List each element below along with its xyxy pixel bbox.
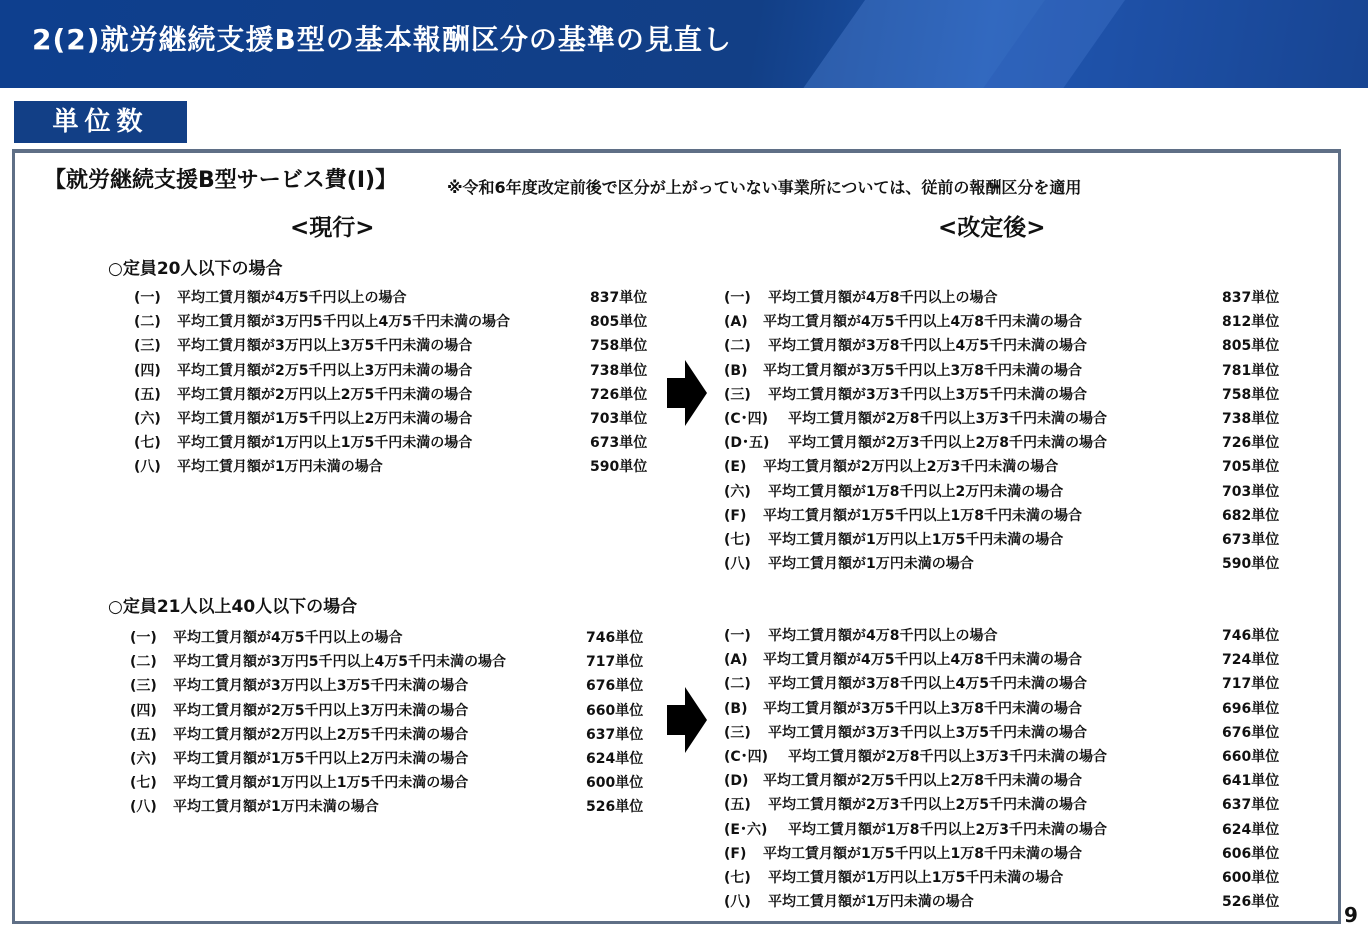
current-list bbox=[134, 286, 654, 480]
item-text: 平均工賃月額が4万5千円以上4万8千円未満の場合 bbox=[763, 314, 1082, 331]
page-number: 9 bbox=[1344, 903, 1358, 927]
item-label: (E･六) bbox=[724, 821, 768, 838]
list-item bbox=[130, 747, 650, 771]
right-arrow-icon bbox=[667, 360, 707, 426]
list-item bbox=[130, 674, 650, 698]
item-label: (七) bbox=[724, 531, 751, 548]
item-value: 705単位 bbox=[1222, 459, 1280, 476]
item-text: 平均工賃月額が1万円未満の場合 bbox=[768, 894, 974, 911]
list-item bbox=[724, 745, 1284, 769]
list-item bbox=[724, 407, 1284, 431]
item-text: 平均工賃月額が2万5千円以上2万8千円未満の場合 bbox=[763, 773, 1082, 790]
item-value: 812単位 bbox=[1222, 314, 1280, 331]
item-text: 平均工賃月額が4万8千円以上の場合 bbox=[768, 290, 998, 306]
item-value: 606単位 bbox=[1222, 845, 1280, 862]
item-value: 676単位 bbox=[586, 678, 644, 695]
revised-list bbox=[724, 624, 1284, 914]
item-text: 平均工賃月額が1万5千円以上1万8千円未満の場合 bbox=[763, 845, 1082, 862]
item-text: 平均工賃月額が1万円以上1万5千円未満の場合 bbox=[768, 869, 1064, 886]
item-label: (一) bbox=[724, 628, 751, 644]
item-value: 673単位 bbox=[1222, 531, 1280, 548]
item-text: 平均工賃月額が1万円未満の場合 bbox=[768, 556, 974, 573]
item-value: 738単位 bbox=[1222, 410, 1280, 427]
item-text: 平均工賃月額が2万8千円以上3万3千円未満の場合 bbox=[788, 410, 1107, 427]
item-text: 平均工賃月額が2万円以上2万3千円未満の場合 bbox=[763, 459, 1059, 476]
item-label: (F) bbox=[724, 845, 747, 862]
list-item bbox=[724, 480, 1284, 504]
item-value: 703単位 bbox=[1222, 483, 1280, 500]
list-item bbox=[130, 723, 650, 747]
item-value: 637単位 bbox=[586, 726, 644, 743]
list-item bbox=[130, 795, 650, 819]
item-label: (B) bbox=[724, 700, 748, 717]
section-title: 【就労継続支援B型サービス費(Ⅰ)】 bbox=[44, 168, 398, 193]
item-value: 526単位 bbox=[1222, 894, 1280, 911]
list-item bbox=[724, 697, 1284, 721]
item-value: 696単位 bbox=[1222, 700, 1280, 717]
list-item bbox=[134, 407, 654, 431]
item-text: 平均工賃月額が3万5千円以上3万8千円未満の場合 bbox=[763, 700, 1082, 717]
group-title: ○定員20人以下の場合 bbox=[108, 259, 283, 279]
item-label: (四) bbox=[130, 702, 157, 719]
item-text: 平均工賃月額が4万5千円以上の場合 bbox=[177, 290, 407, 306]
item-value: 738単位 bbox=[590, 362, 648, 379]
item-text: 平均工賃月額が3万円5千円以上4万5千円未満の場合 bbox=[173, 654, 506, 671]
list-item bbox=[724, 359, 1284, 383]
item-text: 平均工賃月額が3万3千円以上3万5千円未満の場合 bbox=[768, 386, 1087, 403]
item-label: (F) bbox=[724, 507, 747, 524]
item-value: 673単位 bbox=[590, 435, 648, 452]
list-item bbox=[134, 383, 654, 407]
item-label: (二) bbox=[724, 676, 751, 693]
item-value: 660単位 bbox=[586, 702, 644, 719]
item-text: 平均工賃月額が3万円5千円以上4万5千円未満の場合 bbox=[177, 314, 510, 331]
item-text: 平均工賃月額が3万8千円以上4万5千円未満の場合 bbox=[768, 338, 1087, 355]
item-label: (一) bbox=[724, 290, 751, 306]
list-item bbox=[724, 334, 1284, 358]
list-item bbox=[130, 771, 650, 795]
list-item bbox=[724, 286, 1284, 310]
item-text: 平均工賃月額が2万8千円以上3万3千円未満の場合 bbox=[788, 748, 1107, 765]
item-label: (三) bbox=[130, 678, 157, 695]
item-text: 平均工賃月額が4万5千円以上の場合 bbox=[173, 630, 403, 646]
item-label: (A) bbox=[724, 314, 748, 331]
list-item bbox=[724, 842, 1284, 866]
item-text: 平均工賃月額が2万円以上2万5千円未満の場合 bbox=[177, 386, 473, 403]
list-item bbox=[134, 334, 654, 358]
item-label: (E) bbox=[724, 459, 747, 476]
item-text: 平均工賃月額が2万5千円以上3万円未満の場合 bbox=[173, 702, 469, 719]
item-value: 805単位 bbox=[1222, 338, 1280, 355]
list-item bbox=[724, 310, 1284, 334]
list-item bbox=[724, 383, 1284, 407]
item-label: (七) bbox=[724, 869, 751, 886]
item-label: (三) bbox=[724, 386, 751, 403]
item-text: 平均工賃月額が1万8千円以上2万3千円未満の場合 bbox=[788, 821, 1107, 838]
item-text: 平均工賃月額が3万円以上3万5千円未満の場合 bbox=[173, 678, 469, 695]
item-text: 平均工賃月額が3万3千円以上3万5千円未満の場合 bbox=[768, 724, 1087, 741]
item-label: (一) bbox=[134, 290, 161, 306]
item-text: 平均工賃月額が1万円以上1万5千円未満の場合 bbox=[173, 775, 469, 792]
item-label: (七) bbox=[130, 775, 157, 792]
current-list bbox=[130, 626, 650, 820]
item-label: (六) bbox=[724, 483, 751, 500]
revised-heading: <改定後> bbox=[938, 215, 1046, 241]
list-item bbox=[724, 455, 1284, 479]
item-label: (二) bbox=[724, 338, 751, 355]
list-item bbox=[134, 310, 654, 334]
item-label: (D) bbox=[724, 773, 749, 790]
list-item bbox=[130, 699, 650, 723]
item-value: 746単位 bbox=[1222, 628, 1280, 644]
item-value: 526単位 bbox=[586, 799, 644, 816]
revised-list bbox=[724, 286, 1284, 576]
item-text: 平均工賃月額が2万3千円以上2万5千円未満の場合 bbox=[768, 797, 1087, 814]
right-arrow-icon bbox=[667, 687, 707, 753]
item-text: 平均工賃月額が2万5千円以上3万円未満の場合 bbox=[177, 362, 473, 379]
list-item bbox=[724, 528, 1284, 552]
item-text: 平均工賃月額が1万円未満の場合 bbox=[173, 799, 379, 816]
item-value: 624単位 bbox=[586, 750, 644, 767]
item-value: 676単位 bbox=[1222, 724, 1280, 741]
item-text: 平均工賃月額が4万5千円以上4万8千円未満の場合 bbox=[763, 652, 1082, 669]
item-value: 837単位 bbox=[1222, 290, 1280, 306]
item-label: (八) bbox=[134, 459, 161, 476]
item-label: (三) bbox=[724, 724, 751, 741]
item-label: (二) bbox=[130, 654, 157, 671]
item-value: 781単位 bbox=[1222, 362, 1280, 379]
item-label: (C･四) bbox=[724, 410, 769, 427]
list-item bbox=[724, 431, 1284, 455]
item-label: (三) bbox=[134, 338, 161, 355]
item-value: 717単位 bbox=[1222, 676, 1280, 693]
section-tag: 単位数 bbox=[14, 101, 187, 143]
item-text: 平均工賃月額が1万8千円以上2万円未満の場合 bbox=[768, 483, 1064, 500]
item-label: (八) bbox=[724, 894, 751, 911]
item-value: 758単位 bbox=[590, 338, 648, 355]
item-label: (六) bbox=[130, 750, 157, 767]
item-text: 平均工賃月額が1万円以上1万5千円未満の場合 bbox=[768, 531, 1064, 548]
item-label: (五) bbox=[134, 386, 161, 403]
list-item bbox=[724, 890, 1284, 914]
item-label: (C･四) bbox=[724, 748, 769, 765]
list-item bbox=[724, 818, 1284, 842]
item-label: (四) bbox=[134, 362, 161, 379]
item-value: 726単位 bbox=[590, 386, 648, 403]
list-item bbox=[724, 721, 1284, 745]
item-text: 平均工賃月額が4万8千円以上の場合 bbox=[768, 628, 998, 644]
list-item bbox=[724, 769, 1284, 793]
item-label: (八) bbox=[130, 799, 157, 816]
item-value: 590単位 bbox=[1222, 556, 1280, 573]
item-value: 682単位 bbox=[1222, 507, 1280, 524]
item-label: (A) bbox=[724, 652, 748, 669]
item-label: (D･五) bbox=[724, 435, 770, 452]
group-title: ○定員21人以上40人以下の場合 bbox=[108, 597, 358, 617]
item-text: 平均工賃月額が2万円以上2万5千円未満の場合 bbox=[173, 726, 469, 743]
item-value: 637単位 bbox=[1222, 797, 1280, 814]
list-item bbox=[130, 650, 650, 674]
item-text: 平均工賃月額が3万5千円以上3万8千円未満の場合 bbox=[763, 362, 1082, 379]
item-value: 726単位 bbox=[1222, 435, 1280, 452]
list-item bbox=[724, 624, 1284, 648]
list-item bbox=[134, 431, 654, 455]
item-value: 660単位 bbox=[1222, 748, 1280, 765]
header-banner bbox=[0, 0, 1368, 88]
list-item bbox=[134, 359, 654, 383]
list-item bbox=[724, 793, 1284, 817]
item-value: 805単位 bbox=[590, 314, 648, 331]
item-value: 837単位 bbox=[590, 290, 648, 306]
item-value: 624単位 bbox=[1222, 821, 1280, 838]
item-value: 590単位 bbox=[590, 459, 648, 476]
item-text: 平均工賃月額が1万5千円以上1万8千円未満の場合 bbox=[763, 507, 1082, 524]
item-text: 平均工賃月額が3万8千円以上4万5千円未満の場合 bbox=[768, 676, 1087, 693]
page-title: 2(2)就労継続支援B型の基本報酬区分の基準の見直し bbox=[32, 23, 732, 56]
item-label: (一) bbox=[130, 630, 157, 646]
item-label: (五) bbox=[130, 726, 157, 743]
item-label: (五) bbox=[724, 797, 751, 814]
current-heading: <現行> bbox=[290, 215, 375, 241]
item-text: 平均工賃月額が3万円以上3万5千円未満の場合 bbox=[177, 338, 473, 355]
list-item bbox=[724, 504, 1284, 528]
item-text: 平均工賃月額が1万円以上1万5千円未満の場合 bbox=[177, 435, 473, 452]
item-value: 703単位 bbox=[590, 410, 648, 427]
item-label: (六) bbox=[134, 410, 161, 427]
list-item bbox=[724, 552, 1284, 576]
item-value: 724単位 bbox=[1222, 652, 1280, 669]
item-text: 平均工賃月額が2万3千円以上2万8千円未満の場合 bbox=[788, 435, 1107, 452]
item-value: 717単位 bbox=[586, 654, 644, 671]
list-item bbox=[724, 866, 1284, 890]
item-value: 600単位 bbox=[586, 775, 644, 792]
list-item bbox=[724, 648, 1284, 672]
item-text: 平均工賃月額が1万5千円以上2万円未満の場合 bbox=[173, 750, 469, 767]
section-note: ※令和6年度改定前後で区分が上がっていない事業所については、従前の報酬区分を適用 bbox=[447, 178, 1082, 197]
item-label: (二) bbox=[134, 314, 161, 331]
item-value: 746単位 bbox=[586, 630, 644, 646]
item-value: 758単位 bbox=[1222, 386, 1280, 403]
item-label: (八) bbox=[724, 556, 751, 573]
list-item bbox=[724, 672, 1284, 696]
item-label: (七) bbox=[134, 435, 161, 452]
item-value: 600単位 bbox=[1222, 869, 1280, 886]
list-item bbox=[130, 626, 650, 650]
list-item bbox=[134, 286, 654, 310]
item-text: 平均工賃月額が1万5千円以上2万円未満の場合 bbox=[177, 410, 473, 427]
item-text: 平均工賃月額が1万円未満の場合 bbox=[177, 459, 383, 476]
item-label: (B) bbox=[724, 362, 748, 379]
item-value: 641単位 bbox=[1222, 773, 1280, 790]
list-item bbox=[134, 455, 654, 479]
